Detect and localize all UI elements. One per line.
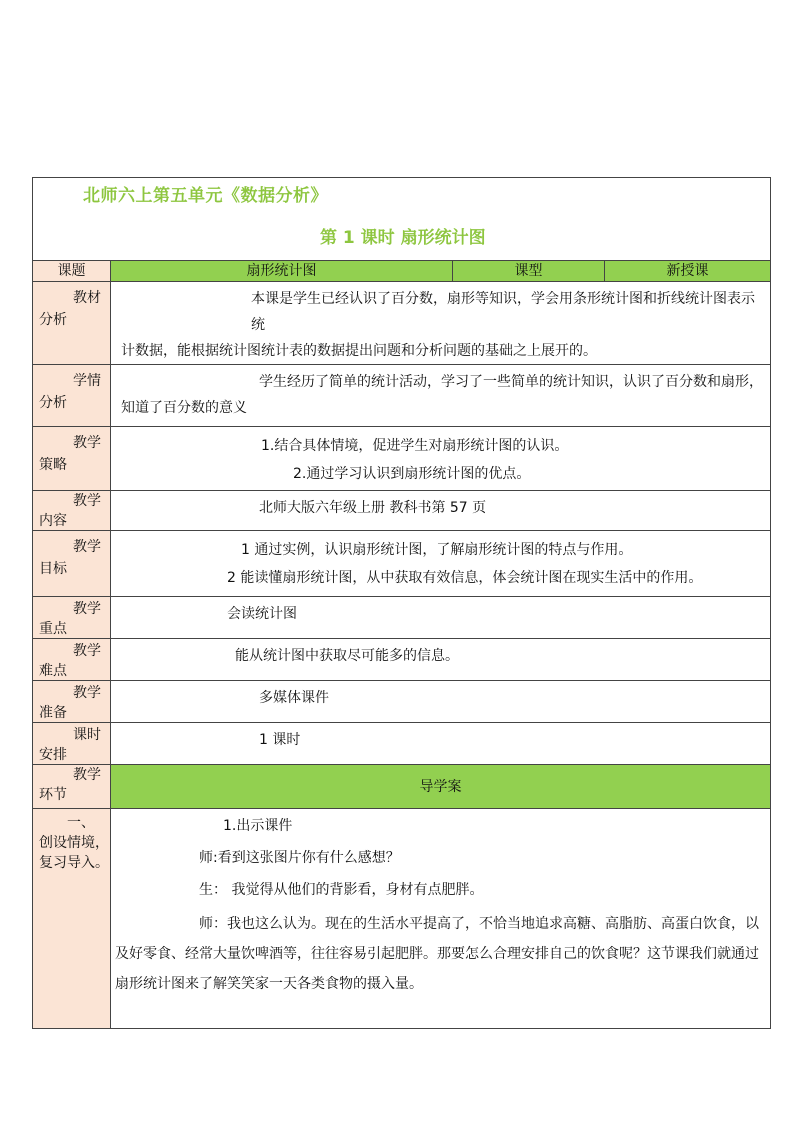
- strategy-line-2: 2.通过学习认识到扇形统计图的优点。: [293, 466, 531, 482]
- goals-row: [33, 531, 771, 597]
- students-label-a: 学情: [73, 373, 101, 389]
- key-label-a: 教学: [73, 601, 101, 617]
- stage-label-b: 环节: [39, 787, 67, 803]
- difficulty-label-a: 教学: [73, 643, 101, 659]
- goals-label-b: 目标: [39, 561, 67, 577]
- material-label-b: 分析: [39, 312, 67, 328]
- section-label-3: 复习导入。: [39, 855, 109, 871]
- schedule-row: [33, 723, 771, 765]
- material-line-1: 本课是学生已经认识了百分数，扇形等知识，学会用条形统计图和折线统计图表示统: [251, 291, 755, 333]
- lesson-plan-table: [32, 177, 771, 1029]
- lesson-paragraph-3: 生： 我觉得从他们的背影看，身材有点肥胖。: [199, 882, 484, 898]
- content-label-a: 教学: [73, 493, 101, 509]
- strategy-label-b: 策略: [39, 457, 67, 473]
- topic-row: [33, 261, 771, 282]
- stage-value: 导学案: [111, 765, 771, 809]
- key-line-1: 会读统计图: [227, 606, 297, 622]
- schedule-line-1: 1 课时: [259, 732, 301, 748]
- schedule-label-b: 安排: [39, 747, 67, 763]
- prep-row: [33, 681, 771, 723]
- section-label-2: 创设情境，: [39, 835, 109, 851]
- strategy-line-1: 1.结合具体情境，促进学生对扇形统计图的认识。: [261, 438, 569, 454]
- lesson-paragraph-1: 1.出示课件: [223, 818, 293, 834]
- schedule-label-a: 课时: [73, 727, 101, 743]
- difficulty-label-b: 难点: [39, 663, 67, 679]
- students-line-1: 学生经历了简单的统计活动，学习了一些简单的统计知识，认识了百分数和扇形，: [259, 374, 763, 390]
- prep-label-a: 教学: [73, 685, 101, 701]
- lesson-title: 第 1 课时 扇形统计图: [320, 228, 486, 248]
- strategy-row: [33, 427, 771, 491]
- content-row: [33, 491, 771, 531]
- prep-line-1: 多媒体课件: [259, 690, 329, 706]
- key-row: [33, 597, 771, 639]
- students-row: [33, 365, 771, 427]
- type-value: 新授课: [605, 261, 771, 282]
- goals-label-a: 教学: [73, 539, 101, 555]
- material-line-2: 计数据，能根据统计图统计表的数据提出问题和分析问题的基础之上展开的。: [121, 343, 597, 359]
- strategy-label-a: 教学: [73, 435, 101, 451]
- material-row: [33, 282, 771, 365]
- lesson-paragraph-2: 师:看到这张图片你有什么感想？: [199, 850, 400, 866]
- unit-title: 北师六上第五单元《数据分析》: [83, 186, 328, 206]
- material-label-a: 教材: [73, 290, 101, 306]
- topic-label: 课题: [33, 261, 111, 282]
- lesson-plan-sheet: [32, 177, 770, 1029]
- title-row: [33, 178, 771, 261]
- lesson-row: [33, 809, 771, 1029]
- students-line-2: 知道了百分数的意义: [121, 400, 247, 416]
- stage-label-a: 教学: [73, 767, 101, 783]
- goals-line-2: 2 能读懂扇形统计图，从中获取有效信息，体会统计图在现实生活中的作用。: [227, 570, 703, 586]
- content-line-1: 北师大版六年级上册 教科书第 57 页: [259, 500, 487, 516]
- students-label-b: 分析: [39, 395, 67, 411]
- content-label-b: 内容: [39, 513, 67, 529]
- key-label-b: 重点: [39, 621, 67, 637]
- difficulty-line-1: 能从统计图中获取尽可能多的信息。: [235, 648, 459, 664]
- difficulty-row: [33, 639, 771, 681]
- stage-row: [33, 765, 771, 809]
- topic-value: 扇形统计图: [111, 261, 453, 282]
- type-label: 课型: [453, 261, 605, 282]
- prep-label-b: 准备: [39, 705, 67, 721]
- section-label-1: 一、: [67, 815, 95, 831]
- lesson-paragraph-4: 师：我也这么认为。现在的生活水平提高了，不恰当地追求高糖、高脂肪、高蛋白饮食，以及好零食、经常大量饮啤酒等，往往容易引起肥胖。那要怎么合理安排自己的饮食呢？这节课我们就通过扇形统计图来了解笑笑家一天各类食物的摄入量。: [115, 916, 759, 992]
- goals-line-1: 1 通过实例，认识扇形统计图，了解扇形统计图的特点与作用。: [241, 542, 633, 558]
